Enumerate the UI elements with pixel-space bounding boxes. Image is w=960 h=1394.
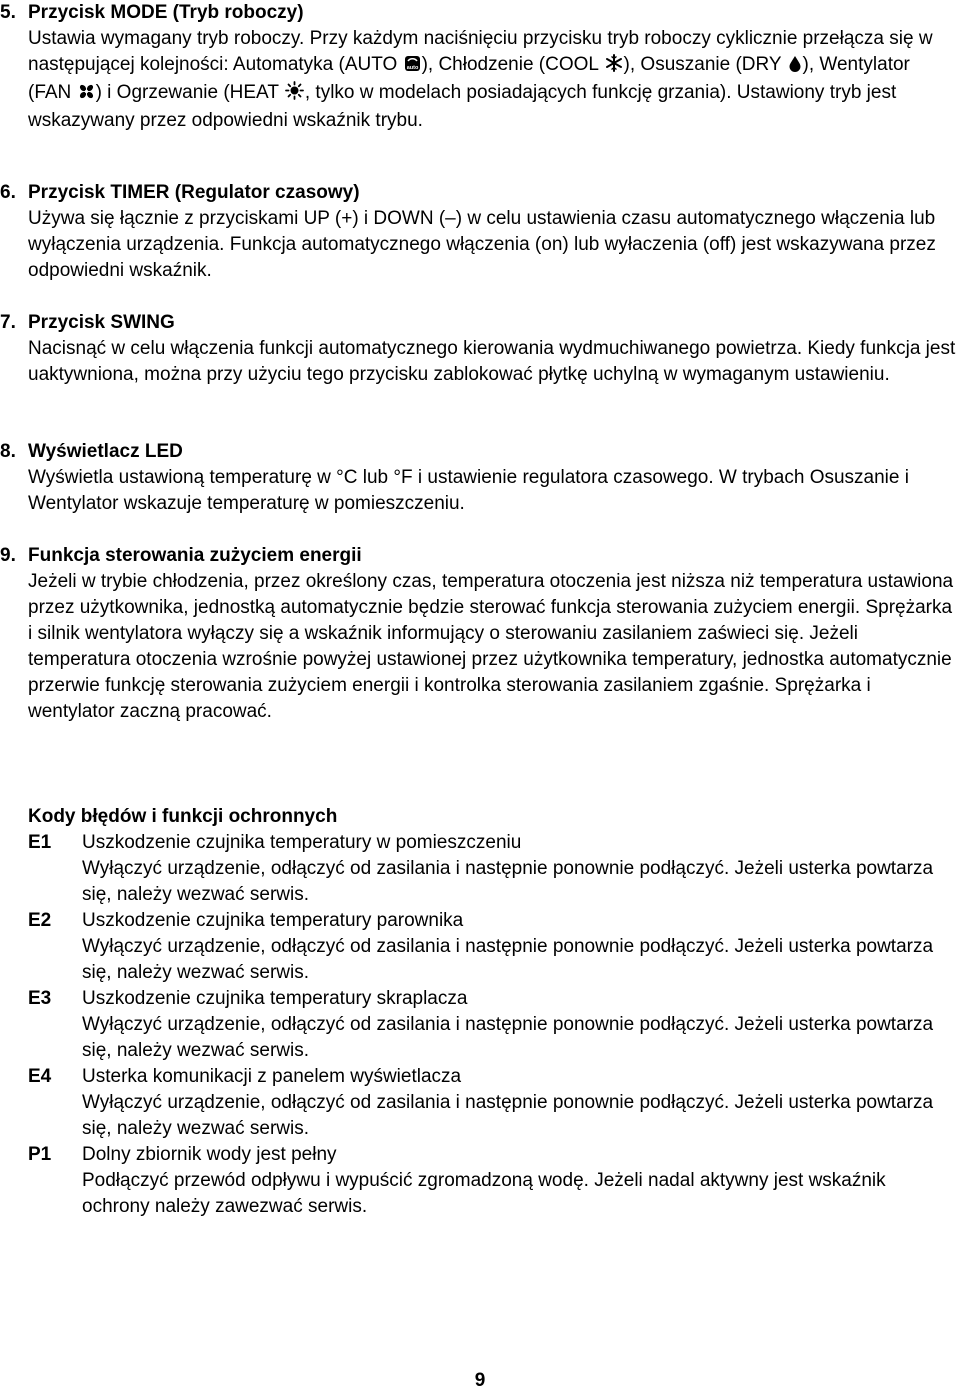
section-body (28, 26, 958, 134)
error-code-item (0, 986, 960, 1064)
section-title: Wyświetlacz LED (28, 441, 183, 462)
error-action: Wyłączyć urządzenie, odłączyć od zasilania i następnie ponownie podłączyć. Jeżeli usterka powtarza się, należy wezwać serwis. (82, 936, 934, 983)
error-action: Wyłączyć urządzenie, odłączyć od zasilania i następnie ponownie podłączyć. Jeżeli usterka powtarza się, należy wezwać serwis. (82, 858, 934, 905)
error-code: E2 (28, 910, 52, 931)
section-number: 5. (0, 2, 16, 23)
section-body: Używa się łącznie z przyciskami UP (+) i DOWN (–) w celu ustawienia czasu automatycznego włączenia lub wyłączenia urządzenia. Funkcja automatycznego włączenia (on) lub wyłaczenia (off) jest wskazywana przez odpowiedni wskaźnik. (28, 208, 936, 281)
section-heading (0, 0, 960, 26)
error-code-item (0, 1064, 960, 1142)
error-action: Wyłączyć urządzenie, odłączyć od zasilania i następnie ponownie podłączyć. Jeżeli usterka powtarza się, należy wezwać serwis. (82, 1092, 934, 1139)
error-description: Uszkodzenie czujnika temperatury parownika (82, 910, 464, 931)
section-heading (0, 310, 960, 336)
fan-icon (78, 82, 95, 108)
error-description: Uszkodzenie czujnika temperatury w pomieszczeniu (82, 832, 522, 853)
error-description: Usterka komunikacji z panelem wyświetlacza (82, 1066, 462, 1087)
auto-mode-icon (404, 54, 421, 80)
drop-icon (788, 54, 802, 80)
error-code: E1 (28, 832, 52, 853)
error-codes-section (0, 804, 960, 1220)
section-mode-button (0, 0, 960, 134)
section-title: Funkcja sterowania zużyciem energii (28, 545, 362, 566)
section-body-part: ) i Ogrzewanie (HEAT (95, 82, 284, 103)
error-description: Uszkodzenie czujnika temperatury skraplacza (82, 988, 468, 1009)
section-number: 7. (0, 312, 16, 333)
section-number: 8. (0, 441, 16, 462)
section-body: Wyświetla ustawioną temperaturę w °C lub °F i ustawienie regulatora czasowego. W trybach Osuszanie i Wentylator wskazuje temperaturę w pomieszczeniu. (28, 467, 909, 514)
section-body-part: ), Osuszanie (DRY (623, 54, 787, 75)
section-body: Jeżeli w trybie chłodzenia, przez określony czas, temperatura otoczenia jest niższa niż temperatura ustawiona przez użytkownika, jednostką automatycznie będzie sterować funkcja sterowania zużyciem energii. Sprężarka i silnik wentylatora wyłączy się a wskaźnik informujący o sterowaniu zasilaniem zaświeci się. Jeżeli temperatura otoczenia wzrośnie powyżej ustawionej przez użytkownika temperatury, jednostka automatycznie przerwie funkcję sterowania zużyciem energii i kontrolka sterowania zasilaniem zgaśnie. Sprężarka i wentylator zaczną pracować. (28, 571, 954, 722)
error-code-item (0, 1142, 960, 1220)
section-title: Przycisk TIMER (Regulator czasowy) (28, 182, 360, 203)
section-heading (0, 180, 960, 206)
error-codes-title: Kody błędów i funkcji ochronnych (28, 806, 338, 827)
section-body-part: Ustawia wymagany tryb roboczy. Przy każdym naciśnięciu przycisku tryb roboczy cyklicznie przełącza się w następującej kolejności: Automatyka (AUTO (28, 28, 933, 75)
section-timer-button (0, 180, 960, 284)
page-number: 9 (474, 1370, 486, 1391)
section-number: 6. (0, 182, 16, 203)
svg-text:auto: auto (406, 65, 418, 71)
section-heading (0, 439, 960, 465)
section-led-display (0, 439, 960, 517)
section-title: Przycisk SWING (28, 312, 175, 333)
section-body: Nacisnąć w celu włączenia funkcji automatycznego kierowania wydmuchiwanego powietrza. Kiedy funkcja jest uaktywniona, można przy użyciu tego przycisku zablokować płytkę uchylną w wymaganym ustawieniu. (28, 338, 956, 385)
section-number: 9. (0, 545, 16, 566)
error-code-item (0, 830, 960, 908)
error-code: P1 (28, 1144, 52, 1165)
section-title: Przycisk MODE (Tryb roboczy) (28, 2, 304, 23)
error-description: Dolny zbiornik wody jest pełny (82, 1144, 337, 1165)
sun-icon (285, 81, 304, 108)
section-swing-button (0, 310, 960, 388)
section-body-part: , tylko w modelach posiadających funkcję grzania). Ustawiony tryb jest wskazywany przez odpowiedni wskaźnik trybu. (28, 82, 897, 131)
section-energy-control (0, 543, 960, 725)
error-code: E3 (28, 988, 52, 1009)
section-body-part: ), Chłodzenie (COOL (421, 54, 604, 75)
error-action: Wyłączyć urządzenie, odłączyć od zasilania i następnie ponownie podłączyć. Jeżeli usterka powtarza się, należy wezwać serwis. (82, 1014, 934, 1061)
error-code: E4 (28, 1066, 52, 1087)
error-action: Podłączyć przewód odpływu i wypuścić zgromadzoną wodę. Jeżeli nadal aktywny jest wskaźnik ochrony należy zawezwać serwis. (82, 1170, 886, 1217)
section-body-part: ), Wentylator (FAN (28, 54, 910, 103)
section-heading (0, 543, 960, 569)
snowflake-icon (605, 54, 623, 80)
error-code-item (0, 908, 960, 986)
